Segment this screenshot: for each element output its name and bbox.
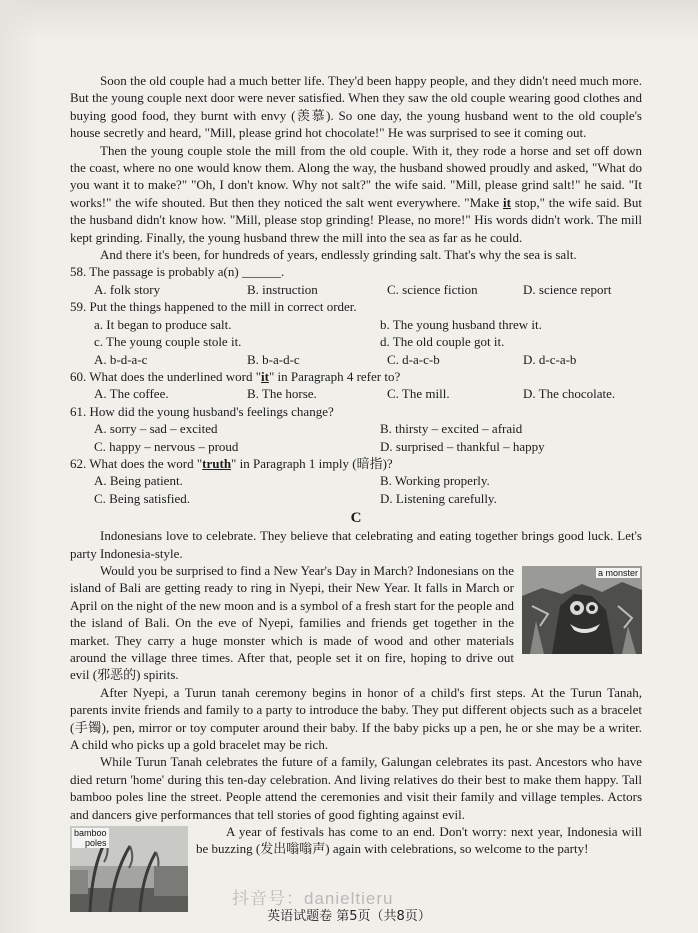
passage-c-paragraph-4-lead (70, 753, 642, 823)
q62-option-c: C. Being satisfied. (94, 490, 191, 506)
q60-stem-part-a: 60. What does the underlined word " (70, 368, 261, 384)
q60-option-d: D. The chocolate. (523, 386, 616, 402)
page-footer: 英语试题卷 第5页（共8页） (267, 909, 431, 924)
q59-option-a: A. b-d-a-c (94, 351, 148, 367)
q60-stem-part-b: " in Paragraph 4 refer to? (268, 368, 401, 384)
monster-photo (522, 566, 642, 654)
bamboo-photo-frame (70, 826, 188, 912)
q58-option-b: B. instruction (247, 281, 318, 297)
question-58-options (70, 281, 642, 298)
q58-option-a: A. folk story (94, 281, 161, 297)
passage-b-paragraph-3: And there it's been, for hundreds of years, endlessly grinding salt. That's why the sea is salt. (100, 247, 577, 263)
watermark: 抖音号：danieltieru (232, 889, 394, 908)
q60-option-b: B. The horse. (247, 386, 317, 402)
passage-c-paragraph-5: A year of festivals has come to an end. Don't worry: next year, Indonesia will be buzzing (发出嗡嗡声) again with celebrations, so welcome to the party! (196, 824, 642, 857)
passage-c-paragraph-2: Would you be surprised to find a New Year's Day in March? Indonesians on the island of Bali are getting ready to ring in Nyepi, their New Year. It falls in March or April on the night of the new moon and is a symbol of a fresh start for the people and the island of Bali. On the eve of Nyepi, families and friends get together in the market. They carry a huge monster which is made of wood and other materials around the village three times. After that, people set it on fire, hoping to drive out evil (邪恶的) spirits. (70, 562, 514, 683)
q59-item-c: c. The young couple stole it. (94, 334, 242, 350)
question-60-stem (70, 368, 642, 385)
question-61-options (70, 420, 642, 455)
q62-underlined-truth: truth (202, 455, 232, 471)
q62-option-b: B. Working properly. (380, 473, 490, 489)
bamboo-caption-line-2: poles (85, 838, 107, 849)
q62-stem-part-b: " in Paragraph 1 imply (暗指)? (231, 455, 393, 471)
passage-c-paragraph-3: After Nyepi, a Turun tanah ceremony begins in honor of a child's first steps. At the Turun Tanah, parents invite friends and family to a party to introduce the baby. They put different objects such as a bracelet (手镯), pen, mirror or toy computer around their baby. If the baby picks up a pen, he or she may be a writer. A child who picks up a gold bracelet may be rich. (70, 684, 642, 753)
question-59-stem: 59. Put the things happened to the mill in correct order. (70, 299, 357, 315)
bamboo-poles-photo (70, 826, 188, 912)
passage-c-paragraph-4: While Turun Tanah celebrates the future of a family, Galungan celebrates its past. Ancestors who have died return 'home' during this ten-day celebration. And living relatives do their best to make them happy. Tall bamboo poles line the street. People attend the ceremonies and visit their family and village temples. Actors and dancers give performances that tell stories of good fighting against evil. (70, 754, 642, 822)
q62-option-d: D. Listening carefully. (380, 490, 497, 506)
passage-b-paragraph-1: Soon the old couple had a much better life. They'd been happy people, and they didn't need much more. But the young couple next door were never satisfied. When they saw the old couple wearing good clothes and buying good food, they burnt with envy (羡慕). So one day, the young husband went to the old couple's house secretly and heard, "Mill, please grind hot chocolate!" He was surprised to see it coming out. (70, 73, 642, 141)
question-60-options (70, 385, 642, 402)
bamboo-caption (72, 828, 109, 848)
passage-b-paragraph-2 (70, 142, 642, 246)
q60-underlined-it: it (261, 368, 269, 384)
section-letter-c: C (350, 510, 362, 527)
q62-stem-part-a: 62. What does the word " (70, 455, 203, 471)
underlined-word-it: it (502, 194, 511, 210)
question-59-options (70, 351, 642, 368)
question-62-options (70, 472, 642, 507)
passage-b-p2-part-b: stop," the wife said. But the husband didn't know how. "Mill, please stop grinding! Please, no more!" His words didn't work. The mill kept grinding. Finally, the young husband threw the mill into the sea as far as he could. (70, 194, 642, 245)
q61-option-b: B. thirsty – excited – afraid (380, 421, 523, 437)
q59-option-b: B. b-a-d-c (247, 351, 300, 367)
monster-photo-frame (522, 566, 642, 654)
page-shadow-top (0, 0, 698, 40)
question-59-items (70, 316, 642, 351)
monster-caption: a monster (597, 567, 638, 578)
q61-option-d: D. surprised – thankful – happy (380, 438, 545, 454)
q61-option-a: A. sorry – sad – excited (94, 421, 218, 437)
passage-b-p2-part-a: Then the young couple stole the mill from the old couple. With it, they rode a horse and set off down the coast, where no one would know them. Along the way, the husband showed proudly and asked, "What do you want it to make?" "Oh, I don't know. Why not salt?" the wife said. "Mill, please grind salt!" he said. "It works!" the wife shouted. But then they noticed the salt went everywhere. "Make (70, 142, 642, 210)
bamboo-caption-line-1: bamboo (74, 828, 107, 839)
q62-option-a: A. Being patient. (94, 473, 183, 489)
q60-option-c: C. The mill. (387, 386, 450, 402)
q61-option-c: C. happy – nervous – proud (94, 438, 239, 454)
q59-item-a: a. It began to produce salt. (94, 316, 232, 332)
q59-item-b: b. The young husband threw it. (380, 316, 542, 332)
monster-photo-image (522, 566, 642, 654)
q58-option-d: D. science report (523, 281, 612, 297)
page-shadow-left (0, 0, 40, 933)
q58-option-c: C. science fiction (387, 281, 478, 297)
passage-c-paragraph-1: Indonesians love to celebrate. They believe that celebrating and eating together brings good luck. Let's party Indonesia-style. (70, 528, 642, 561)
question-58-stem: 58. The passage is probably a(n) ______. (70, 264, 285, 280)
q59-item-d: d. The old couple got it. (380, 334, 505, 350)
question-62-stem (70, 455, 642, 472)
text-column (70, 72, 642, 914)
q59-option-c: C. d-a-c-b (387, 351, 440, 367)
q59-option-d: D. d-c-a-b (523, 351, 577, 367)
q60-option-a: A. The coffee. (94, 386, 169, 402)
question-61-stem: 61. How did the young husband's feelings change? (70, 403, 334, 419)
